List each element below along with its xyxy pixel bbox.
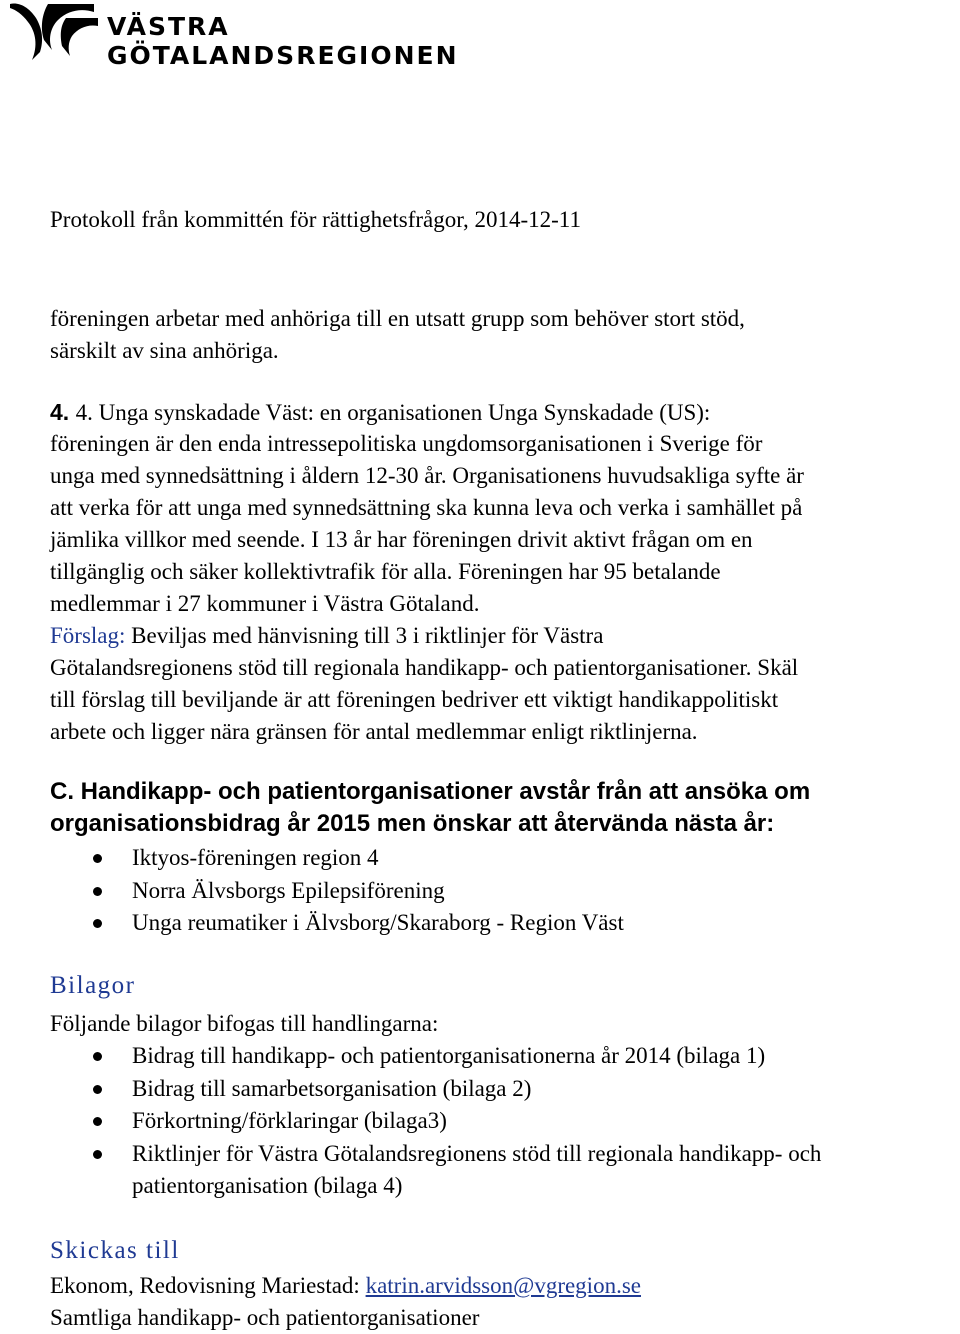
list-item-text: Bidrag till handikapp- och patientorganisationerna år 2014 (bilaga 1) xyxy=(132,1043,766,1068)
bullet-icon xyxy=(93,1085,102,1094)
vgr-logo-mark-icon xyxy=(8,0,100,62)
proposal-text: Beviljas med hänvisning till 3 i riktlinjer för Västra xyxy=(125,623,604,648)
proposal-label: Förslag: xyxy=(50,623,126,648)
item4-line6 xyxy=(50,556,721,588)
item4-line6b: Föreningen har 95 betalande xyxy=(458,559,721,584)
list-item-text: Riktlinjer för Västra Götalandsregionens stöd till regionala handikapp- och xyxy=(132,1140,822,1166)
proposal-line2: Götalandsregionens stöd till regionala handikapp- och patientorganisationer. Skäl xyxy=(50,655,799,680)
list-item xyxy=(50,1040,821,1073)
list-item xyxy=(50,842,624,875)
logo-text-line2: GÖTALANDSREGIONEN xyxy=(107,41,459,70)
bullet-icon xyxy=(93,1150,102,1159)
item4-line7: medlemmar i 27 kommuner i Västra Götaland. xyxy=(50,591,480,616)
item4-number: 4. xyxy=(50,399,76,425)
item4-line5 xyxy=(50,524,753,556)
list-item-text: Norra Älvsborgs Epilepsiförening xyxy=(132,877,445,903)
item4-line5a: jämlika villkor med seende. xyxy=(50,527,312,552)
list-item-text: Iktyos-föreningen region 4 xyxy=(132,845,379,870)
item4-line4: att verka för att unga med synnedsättning ska kunna leva och verka i samhället på xyxy=(50,495,803,520)
bilagor-intro: Följande bilagor bifogas till handlingarna: xyxy=(50,1011,439,1036)
list-item xyxy=(50,1105,821,1138)
item4-line3 xyxy=(50,460,804,492)
list-item xyxy=(50,1138,821,1171)
bilagor-list xyxy=(50,1040,821,1203)
item4-heading-text: 4. Unga synskadade Väst: en organisationen Unga Synskadade (US): xyxy=(75,400,711,425)
skickas-recipient: Ekonom, Redovisning Mariestad: xyxy=(50,1273,366,1298)
list-item xyxy=(50,907,624,940)
list-item xyxy=(50,1073,821,1106)
proposal-line1 xyxy=(50,620,603,652)
item4-line3a: unga med synnedsättning i åldern 12-30 år. xyxy=(50,463,453,488)
item4-heading xyxy=(50,396,710,429)
logo-text-line1: VÄSTRA xyxy=(107,12,230,41)
list-item-text: Bidrag till samarbetsorganisation (bilaga 2) xyxy=(132,1075,532,1101)
item4-line5b: I 13 år har föreningen drivit aktivt frågan om en xyxy=(311,527,753,552)
bullet-icon xyxy=(93,919,102,928)
list-item xyxy=(50,875,624,908)
document-title: Protokoll från kommittén för rättighetsfrågor, 2014-12-11 xyxy=(50,207,581,232)
list-item-text: Förkortning/förklaringar (bilaga3) xyxy=(132,1108,447,1133)
paragraph1-line2: särskilt av sina anhöriga. xyxy=(50,338,279,363)
section-c-list xyxy=(50,842,624,940)
section-c-heading-line2: organisationsbidrag år 2015 men önskar att återvända nästa år: xyxy=(50,810,775,837)
item4-line2: föreningen är den enda intressepolitiska ungdomsorganisationen i Sverige för xyxy=(50,431,763,456)
section-c-heading-line1: C. Handikapp- och patientorganisationer avstår från att ansöka om xyxy=(50,778,811,805)
organization-logo xyxy=(8,0,459,70)
list-item-continuation xyxy=(50,1170,821,1203)
bullet-icon xyxy=(93,854,102,863)
bullet-icon xyxy=(93,1052,102,1061)
item4-line3b: Organisationens huvudsakliga syfte är xyxy=(452,463,804,488)
proposal-line3: till förslag till beviljande är att föreningen bedriver ett viktigt handikappolitiskt xyxy=(50,687,779,712)
paragraph1-line1: föreningen arbetar med anhöriga till en utsatt grupp som behöver stort stöd, xyxy=(50,306,745,331)
skickas-line1 xyxy=(50,1270,641,1302)
list-item-continuation-text: patientorganisation (bilaga 4) xyxy=(132,1173,403,1198)
bilagor-heading: Bilagor xyxy=(50,972,136,999)
bullet-icon xyxy=(93,1117,102,1126)
skickas-heading: Skickas till xyxy=(50,1237,180,1264)
email-link[interactable]: katrin.arvidsson@vgregion.se xyxy=(365,1273,641,1298)
item4-line6a: tillgänglig och säker kollektivtrafik för alla. xyxy=(50,559,459,584)
bullet-icon xyxy=(93,887,102,896)
proposal-line4: arbete och ligger nära gränsen för antal medlemmar enligt riktlinjerna. xyxy=(50,719,698,744)
skickas-line2: Samtliga handikapp- och patientorganisationer xyxy=(50,1305,480,1330)
list-item-text: Unga reumatiker i Älvsborg/Skaraborg - Region Väst xyxy=(132,910,624,935)
